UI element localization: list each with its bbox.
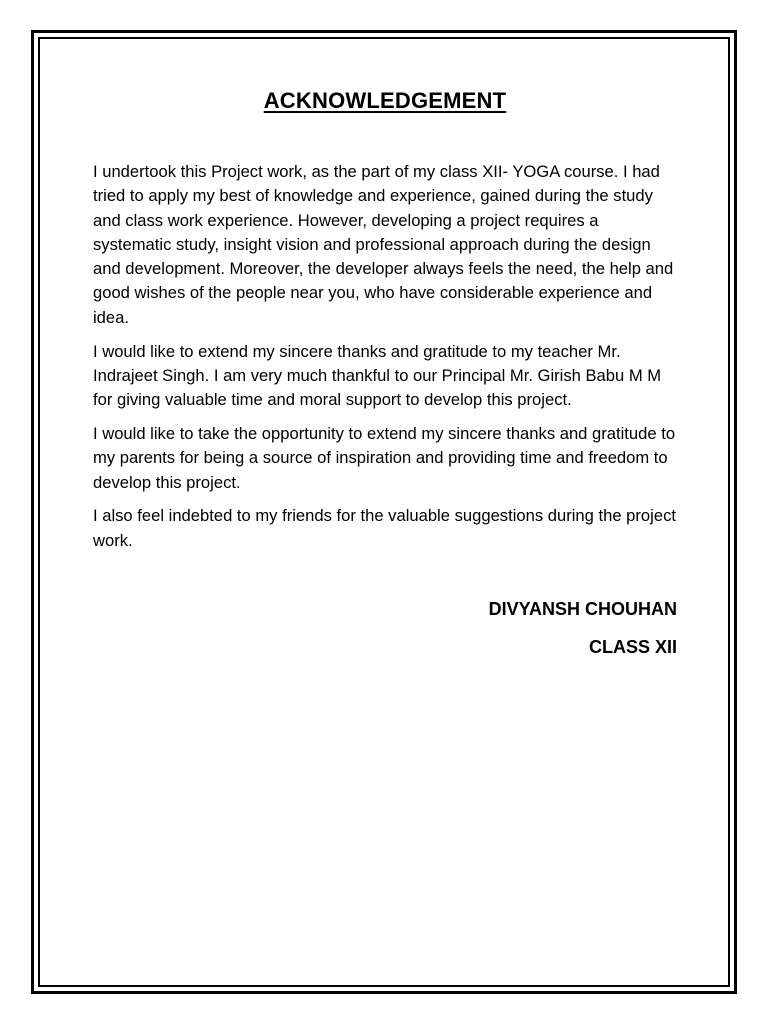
- paragraph-friends-thanks: I also feel indebted to my friends for the valuable suggestions during the project work.: [93, 506, 676, 550]
- paragraph-parents-thanks: I would like to take the opportunity to extend my sincere thanks and gratitude to my parents for being a source of inspiration and providing time and freedom to develop this project.: [93, 423, 676, 492]
- signature-class: CLASS XII: [588, 636, 677, 657]
- document-body: [93, 88, 677, 658]
- paragraph-teacher-thanks: I would like to extend my sincere thanks and gratitude to my teacher Mr. Indrajeet Singh. I am very much thankful to our Principal Mr. Girish Babu M M for giving valuable time and moral support to develop this project.: [93, 341, 662, 410]
- paragraph-intro: I undertook this Project work, as the part of my class XII- YOGA course. I had tried to apply my best of knowledge and experience, gained during the study and class work experience. However, developing a project requires a systematic study, insight vision and professional approach during the design and development. Moreover, the developer always feels the need, the help and good wishes of the people near you, who have considerable experience and idea.: [93, 162, 674, 327]
- document-title: ACKNOWLEDGEMENT: [263, 88, 507, 113]
- signature-name: DIVYANSH CHOUHAN: [488, 598, 677, 619]
